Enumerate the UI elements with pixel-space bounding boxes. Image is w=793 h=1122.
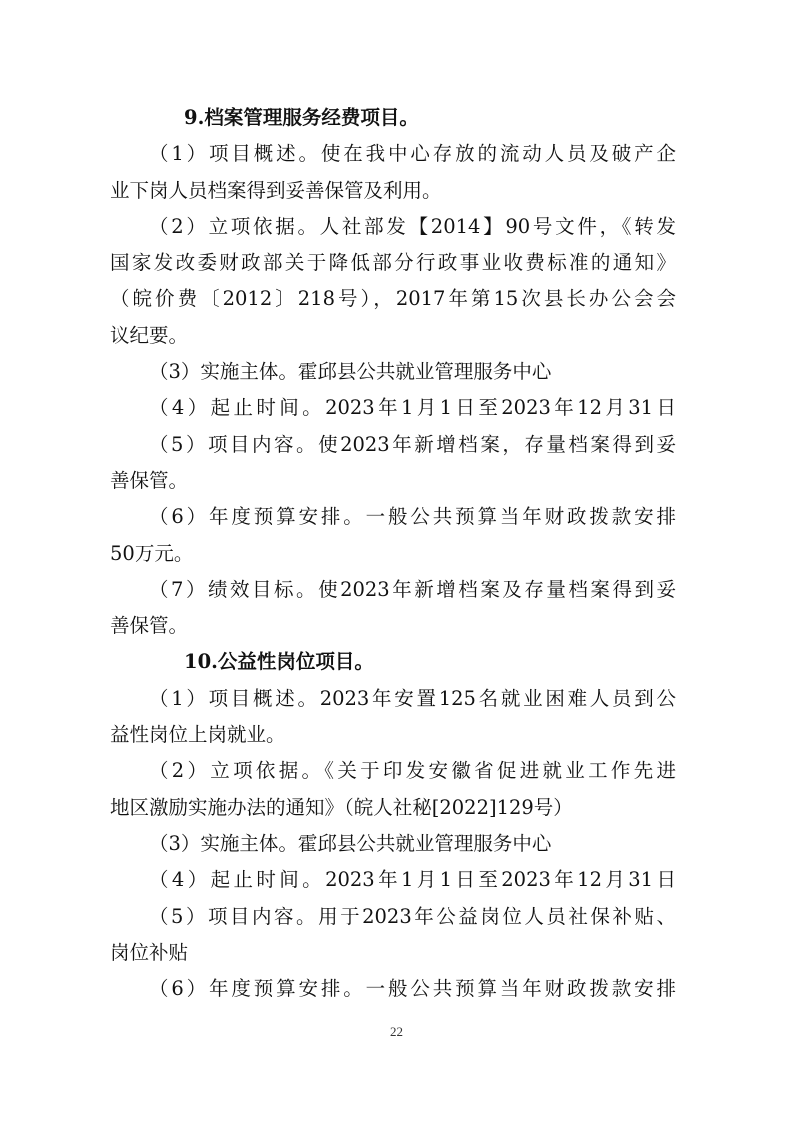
paragraph-line: 岗位补贴 <box>110 940 189 964</box>
paragraph-line: （1）项目概述。2023年安置125名就业困难人员到公 <box>149 686 676 710</box>
paragraph-line: （2）立项依据。《关于印发安徽省促进就业工作先进 <box>149 759 676 783</box>
paragraph-line: 善保管。 <box>110 468 189 492</box>
paragraph-line: 善保管。 <box>110 614 189 638</box>
paragraph-line: （3）实施主体。霍邱县公共就业管理服务中心 <box>149 360 552 384</box>
paragraph-line: 50万元。 <box>110 541 194 565</box>
paragraph-line: （皖价费〔2012〕218号），2017年第15次县长办公会会 <box>110 287 676 311</box>
paragraph-line: （3）实施主体。霍邱县公共就业管理服务中心 <box>149 831 552 855</box>
section-heading: 10.公益性岗位项目。 <box>184 650 374 674</box>
paragraph-line: （1）项目概述。使在我中心存放的流动人员及破产企 <box>149 142 676 166</box>
paragraph-line: （4）起止时间。2023年1月1日至2023年12月31日 <box>149 396 676 420</box>
page-number: 22 <box>390 1024 403 1039</box>
section-heading: 9.档案管理服务经费项目。 <box>184 106 419 129</box>
paragraph-line: 业下岗人员档案得到妥善保管及利用。 <box>110 178 442 202</box>
paragraph-line: 益性岗位上岗就业。 <box>110 723 286 747</box>
paragraph-line: （5）项目内容。用于2023年公益岗位人员社保补贴、 <box>149 904 676 928</box>
paragraph-line: （4）起止时间。2023年1月1日至2023年12月31日 <box>149 868 676 892</box>
paragraph-line: （6）年度预算安排。一般公共预算当年财政拨款安排 <box>149 977 676 1001</box>
paragraph-line: 地区激励实施办法的通知》（皖人社秘[2022]129号） <box>110 795 573 819</box>
paragraph-line: （6）年度预算安排。一般公共预算当年财政拨款安排 <box>149 505 676 529</box>
paragraph-line: （5）项目内容。使2023年新增档案，存量档案得到妥 <box>149 432 676 456</box>
document-body <box>110 100 676 1007</box>
paragraph-line: 国家发改委财政部关于降低部分行政事业收费标准的通知》 <box>110 251 676 275</box>
paragraph-line: （2）立项依据。人社部发【2014】90号文件，《转发 <box>149 214 676 238</box>
paragraph-line: （7）绩效目标。使2023年新增档案及存量档案得到妥 <box>149 577 676 601</box>
paragraph-line: 议纪要。 <box>110 323 189 347</box>
